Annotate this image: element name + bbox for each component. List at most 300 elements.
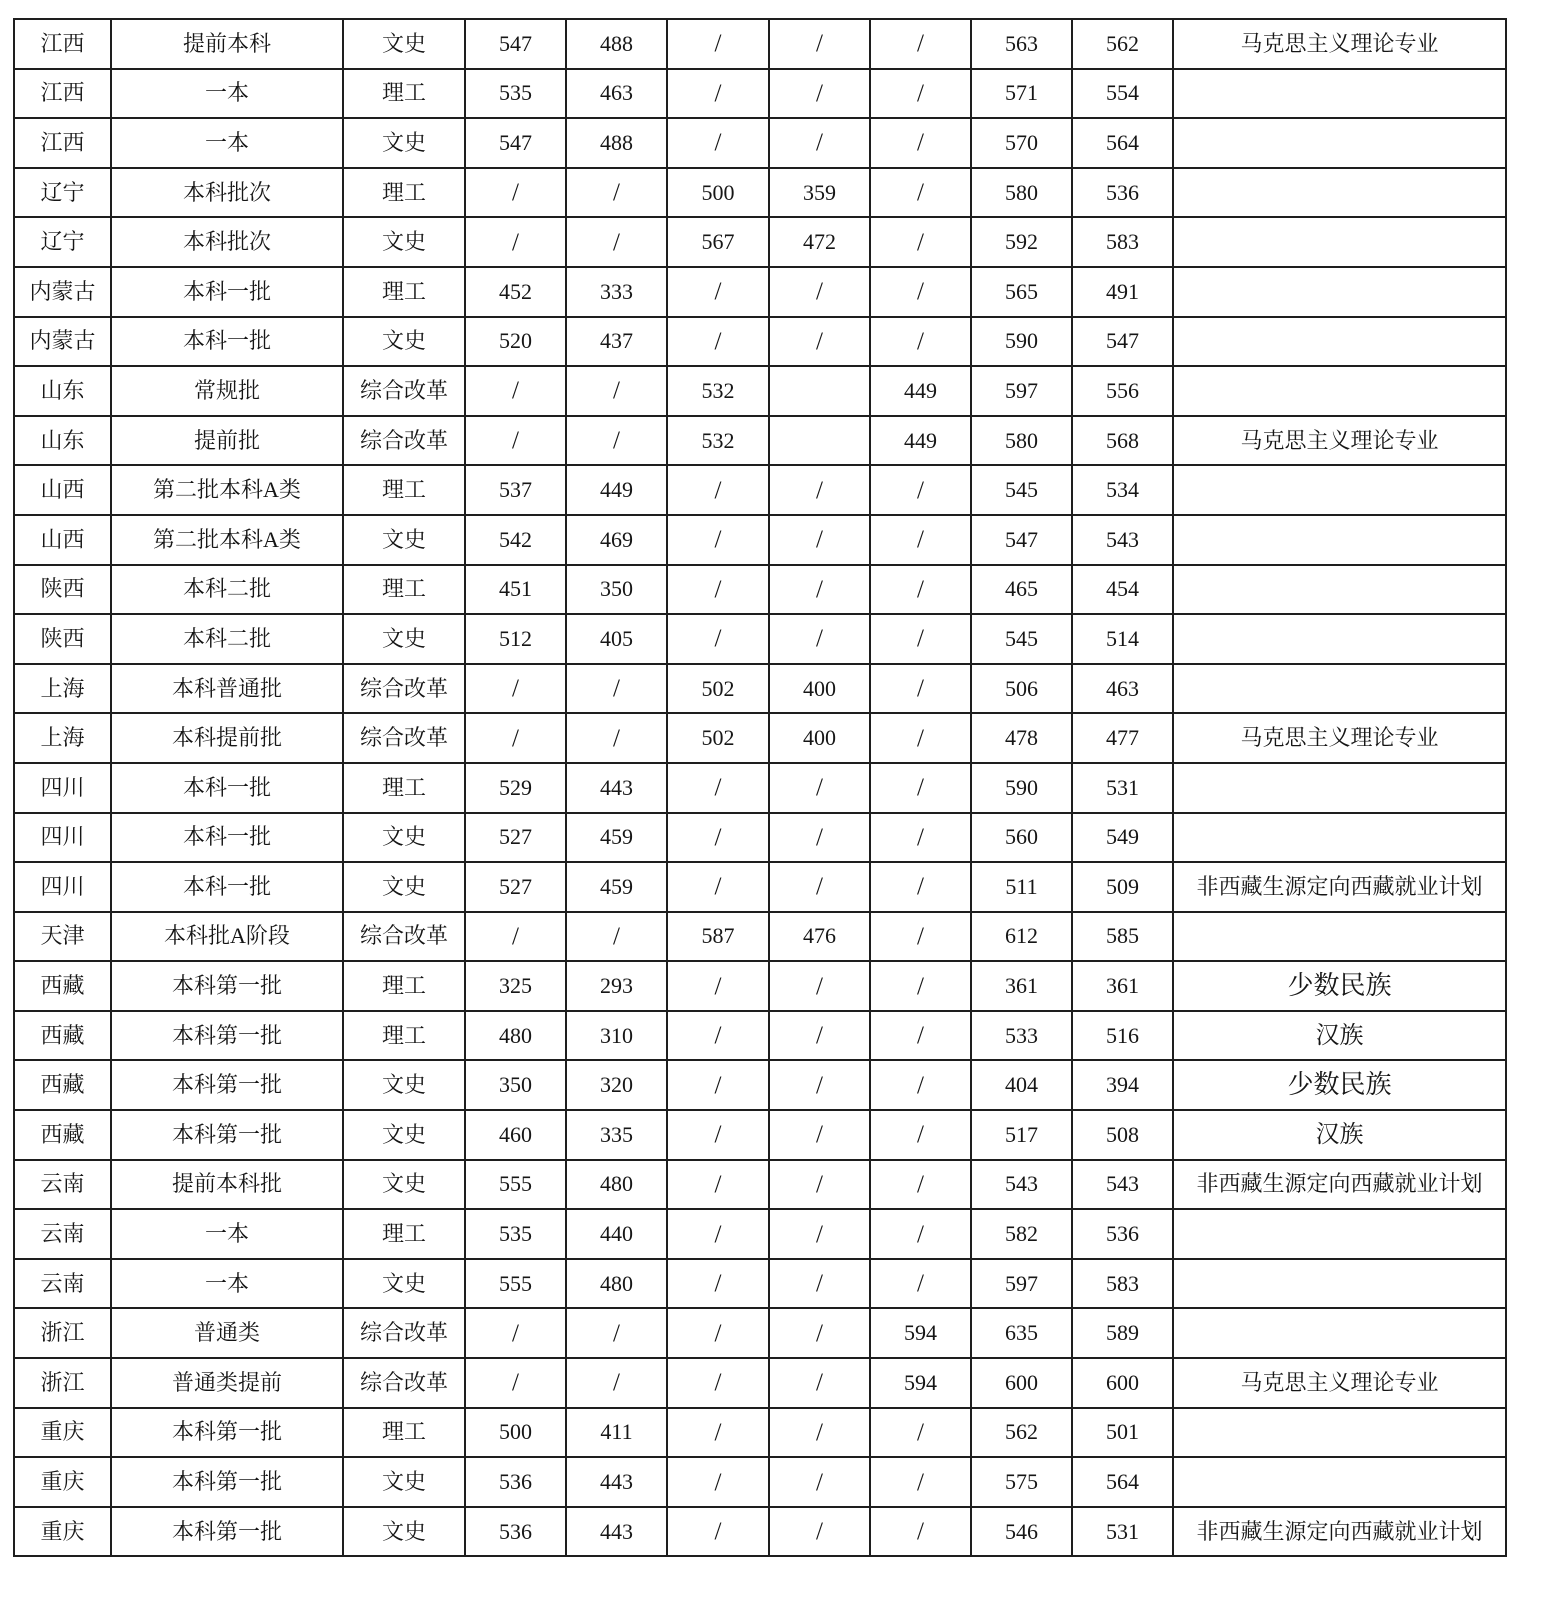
table-row (14, 1457, 1506, 1507)
control-line-b-cell: 443 (566, 1507, 667, 1557)
lowest-score-cell: 554 (1072, 69, 1173, 119)
lowest-score-cell: 556 (1072, 366, 1173, 416)
control-line-b-cell: / (566, 713, 667, 763)
control-line-a-cell: / (465, 1358, 566, 1408)
table-row (14, 1160, 1506, 1210)
batch-cell: 本科批A阶段 (111, 912, 343, 962)
control-line-d-cell: / (769, 515, 870, 565)
lowest-score-cell: 543 (1072, 1160, 1173, 1210)
province-cell: 浙江 (14, 1308, 111, 1358)
table-row (14, 813, 1506, 863)
control-line-a-cell: / (465, 912, 566, 962)
table-row (14, 1259, 1506, 1309)
control-line-e-cell: / (870, 664, 971, 714)
category-cell: 理工 (343, 961, 465, 1011)
province-cell: 辽宁 (14, 168, 111, 218)
control-line-b-cell: 333 (566, 267, 667, 317)
province-cell: 江西 (14, 19, 111, 69)
control-line-a-cell: / (465, 217, 566, 267)
control-line-b-cell: 310 (566, 1011, 667, 1061)
control-line-e-cell: / (870, 267, 971, 317)
control-line-d-cell: / (769, 1358, 870, 1408)
highest-score-cell: 545 (971, 614, 1072, 664)
batch-cell: 常规批 (111, 366, 343, 416)
control-line-a-cell: / (465, 168, 566, 218)
batch-cell: 本科第一批 (111, 1011, 343, 1061)
table-row (14, 614, 1506, 664)
control-line-a-cell: 555 (465, 1259, 566, 1309)
lowest-score-cell: 501 (1072, 1408, 1173, 1458)
control-line-c-cell: / (667, 515, 769, 565)
control-line-e-cell: / (870, 961, 971, 1011)
control-line-a-cell: 529 (465, 763, 566, 813)
category-cell: 文史 (343, 118, 465, 168)
control-line-a-cell: / (465, 713, 566, 763)
control-line-a-cell: 500 (465, 1408, 566, 1458)
control-line-a-cell: 537 (465, 465, 566, 515)
batch-cell: 本科第一批 (111, 1060, 343, 1110)
control-line-d-cell (769, 416, 870, 466)
control-line-c-cell: / (667, 19, 769, 69)
lowest-score-cell: 564 (1072, 1457, 1173, 1507)
control-line-d-cell: / (769, 1457, 870, 1507)
control-line-d-cell: / (769, 1011, 870, 1061)
batch-cell: 本科提前批 (111, 713, 343, 763)
control-line-a-cell: 555 (465, 1160, 566, 1210)
province-cell: 山东 (14, 366, 111, 416)
lowest-score-cell: 589 (1072, 1308, 1173, 1358)
control-line-a-cell: / (465, 1308, 566, 1358)
control-line-d-cell: / (769, 961, 870, 1011)
control-line-d-cell: 476 (769, 912, 870, 962)
province-cell: 江西 (14, 118, 111, 168)
highest-score-cell: 575 (971, 1457, 1072, 1507)
control-line-c-cell: / (667, 1457, 769, 1507)
note-cell (1173, 1408, 1506, 1458)
province-cell: 云南 (14, 1209, 111, 1259)
batch-cell: 本科一批 (111, 267, 343, 317)
control-line-e-cell: / (870, 1457, 971, 1507)
control-line-a-cell: 451 (465, 565, 566, 615)
category-cell: 文史 (343, 1060, 465, 1110)
province-cell: 上海 (14, 664, 111, 714)
highest-score-cell: 533 (971, 1011, 1072, 1061)
control-line-c-cell: / (667, 118, 769, 168)
note-cell (1173, 1457, 1506, 1507)
highest-score-cell: 590 (971, 763, 1072, 813)
category-cell: 文史 (343, 515, 465, 565)
batch-cell: 本科二批 (111, 614, 343, 664)
table-row (14, 1408, 1506, 1458)
control-line-c-cell: / (667, 1060, 769, 1110)
province-cell: 西藏 (14, 1060, 111, 1110)
control-line-d-cell: 472 (769, 217, 870, 267)
batch-cell: 普通类 (111, 1308, 343, 1358)
category-cell: 文史 (343, 1457, 465, 1507)
category-cell: 综合改革 (343, 1358, 465, 1408)
lowest-score-cell: 583 (1072, 217, 1173, 267)
control-line-b-cell: 437 (566, 317, 667, 367)
lowest-score-cell: 547 (1072, 317, 1173, 367)
batch-cell: 本科一批 (111, 862, 343, 912)
lowest-score-cell: 508 (1072, 1110, 1173, 1160)
table-row (14, 713, 1506, 763)
province-cell: 重庆 (14, 1457, 111, 1507)
control-line-e-cell: / (870, 465, 971, 515)
control-line-e-cell: / (870, 565, 971, 615)
table-row (14, 416, 1506, 466)
category-cell: 文史 (343, 1259, 465, 1309)
batch-cell: 本科第一批 (111, 961, 343, 1011)
note-cell (1173, 1209, 1506, 1259)
batch-cell: 本科第一批 (111, 1110, 343, 1160)
lowest-score-cell: 531 (1072, 1507, 1173, 1557)
lowest-score-cell: 463 (1072, 664, 1173, 714)
control-line-e-cell: / (870, 614, 971, 664)
note-cell: 非西藏生源定向西藏就业计划 (1173, 1160, 1506, 1210)
control-line-c-cell: 532 (667, 366, 769, 416)
control-line-b-cell: / (566, 664, 667, 714)
note-cell: 汉族 (1173, 1011, 1506, 1061)
control-line-d-cell: / (769, 1110, 870, 1160)
province-cell: 浙江 (14, 1358, 111, 1408)
province-cell: 西藏 (14, 1011, 111, 1061)
control-line-c-cell: / (667, 69, 769, 119)
control-line-c-cell: / (667, 1408, 769, 1458)
note-cell: 汉族 (1173, 1110, 1506, 1160)
lowest-score-cell: 568 (1072, 416, 1173, 466)
lowest-score-cell: 394 (1072, 1060, 1173, 1110)
lowest-score-cell: 491 (1072, 267, 1173, 317)
province-cell: 山西 (14, 465, 111, 515)
highest-score-cell: 517 (971, 1110, 1072, 1160)
control-line-e-cell: 594 (870, 1308, 971, 1358)
control-line-b-cell: 480 (566, 1259, 667, 1309)
lowest-score-cell: 562 (1072, 19, 1173, 69)
control-line-b-cell: 335 (566, 1110, 667, 1160)
province-cell: 云南 (14, 1259, 111, 1309)
table-row (14, 1060, 1506, 1110)
highest-score-cell: 600 (971, 1358, 1072, 1408)
province-cell: 山东 (14, 416, 111, 466)
control-line-d-cell: / (769, 1209, 870, 1259)
control-line-c-cell: 587 (667, 912, 769, 962)
control-line-e-cell: / (870, 1209, 971, 1259)
batch-cell: 本科一批 (111, 763, 343, 813)
table-row (14, 565, 1506, 615)
category-cell: 综合改革 (343, 912, 465, 962)
province-cell: 江西 (14, 69, 111, 119)
control-line-e-cell: / (870, 1110, 971, 1160)
control-line-c-cell: 502 (667, 713, 769, 763)
province-cell: 山西 (14, 515, 111, 565)
control-line-c-cell: / (667, 614, 769, 664)
control-line-e-cell: / (870, 763, 971, 813)
category-cell: 文史 (343, 862, 465, 912)
highest-score-cell: 570 (971, 118, 1072, 168)
control-line-a-cell: 536 (465, 1457, 566, 1507)
control-line-b-cell: 459 (566, 862, 667, 912)
control-line-c-cell: / (667, 317, 769, 367)
highest-score-cell: 560 (971, 813, 1072, 863)
control-line-b-cell: 411 (566, 1408, 667, 1458)
control-line-c-cell: / (667, 1110, 769, 1160)
admission-score-table (13, 18, 1507, 1557)
lowest-score-cell: 536 (1072, 1209, 1173, 1259)
control-line-a-cell: / (465, 366, 566, 416)
highest-score-cell: 565 (971, 267, 1072, 317)
control-line-b-cell: 463 (566, 69, 667, 119)
batch-cell: 本科二批 (111, 565, 343, 615)
note-cell: 马克思主义理论专业 (1173, 1358, 1506, 1408)
province-cell: 辽宁 (14, 217, 111, 267)
control-line-b-cell: / (566, 217, 667, 267)
batch-cell: 本科第一批 (111, 1457, 343, 1507)
control-line-b-cell: 440 (566, 1209, 667, 1259)
table-row (14, 317, 1506, 367)
control-line-d-cell: 400 (769, 713, 870, 763)
category-cell: 理工 (343, 1408, 465, 1458)
control-line-a-cell: / (465, 664, 566, 714)
control-line-d-cell: / (769, 763, 870, 813)
category-cell: 综合改革 (343, 416, 465, 466)
highest-score-cell: 582 (971, 1209, 1072, 1259)
control-line-b-cell: 320 (566, 1060, 667, 1110)
table-row (14, 1358, 1506, 1408)
province-cell: 四川 (14, 862, 111, 912)
category-cell: 理工 (343, 168, 465, 218)
category-cell: 文史 (343, 813, 465, 863)
lowest-score-cell: 531 (1072, 763, 1173, 813)
control-line-d-cell: / (769, 118, 870, 168)
note-cell (1173, 217, 1506, 267)
control-line-e-cell: / (870, 19, 971, 69)
highest-score-cell: 597 (971, 366, 1072, 416)
control-line-b-cell: 449 (566, 465, 667, 515)
control-line-d-cell (769, 366, 870, 416)
note-cell: 马克思主义理论专业 (1173, 713, 1506, 763)
control-line-a-cell: 512 (465, 614, 566, 664)
table-row (14, 217, 1506, 267)
control-line-b-cell: / (566, 1308, 667, 1358)
control-line-d-cell: / (769, 19, 870, 69)
lowest-score-cell: 361 (1072, 961, 1173, 1011)
highest-score-cell: 562 (971, 1408, 1072, 1458)
control-line-c-cell: / (667, 565, 769, 615)
category-cell: 综合改革 (343, 664, 465, 714)
lowest-score-cell: 585 (1072, 912, 1173, 962)
batch-cell: 一本 (111, 118, 343, 168)
table-row (14, 1011, 1506, 1061)
control-line-e-cell: / (870, 1011, 971, 1061)
table-row (14, 19, 1506, 69)
control-line-e-cell: 449 (870, 366, 971, 416)
lowest-score-cell: 536 (1072, 168, 1173, 218)
highest-score-cell: 563 (971, 19, 1072, 69)
batch-cell: 提前本科 (111, 19, 343, 69)
control-line-e-cell: / (870, 1160, 971, 1210)
lowest-score-cell: 583 (1072, 1259, 1173, 1309)
control-line-a-cell: 350 (465, 1060, 566, 1110)
highest-score-cell: 635 (971, 1308, 1072, 1358)
control-line-c-cell: / (667, 1160, 769, 1210)
category-cell: 理工 (343, 1209, 465, 1259)
table-row (14, 961, 1506, 1011)
lowest-score-cell: 534 (1072, 465, 1173, 515)
control-line-a-cell: 480 (465, 1011, 566, 1061)
highest-score-cell: 546 (971, 1507, 1072, 1557)
control-line-e-cell: / (870, 1408, 971, 1458)
control-line-d-cell: / (769, 813, 870, 863)
category-cell: 综合改革 (343, 1308, 465, 1358)
category-cell: 理工 (343, 1011, 465, 1061)
note-cell (1173, 565, 1506, 615)
control-line-d-cell: / (769, 465, 870, 515)
control-line-e-cell: / (870, 69, 971, 119)
table-row (14, 168, 1506, 218)
lowest-score-cell: 516 (1072, 1011, 1173, 1061)
province-cell: 重庆 (14, 1408, 111, 1458)
note-cell (1173, 168, 1506, 218)
batch-cell: 一本 (111, 69, 343, 119)
control-line-b-cell: 443 (566, 763, 667, 813)
control-line-c-cell: / (667, 961, 769, 1011)
province-cell: 四川 (14, 763, 111, 813)
control-line-e-cell: / (870, 862, 971, 912)
control-line-d-cell: / (769, 1060, 870, 1110)
batch-cell: 第二批本科A类 (111, 465, 343, 515)
control-line-e-cell: / (870, 713, 971, 763)
control-line-e-cell: / (870, 912, 971, 962)
control-line-b-cell: 469 (566, 515, 667, 565)
control-line-c-cell: / (667, 465, 769, 515)
category-cell: 理工 (343, 565, 465, 615)
province-cell: 上海 (14, 713, 111, 763)
table-row (14, 267, 1506, 317)
province-cell: 西藏 (14, 961, 111, 1011)
province-cell: 云南 (14, 1160, 111, 1210)
control-line-b-cell: / (566, 416, 667, 466)
control-line-d-cell: 400 (769, 664, 870, 714)
control-line-e-cell: / (870, 813, 971, 863)
category-cell: 理工 (343, 69, 465, 119)
control-line-d-cell: / (769, 862, 870, 912)
category-cell: 文史 (343, 217, 465, 267)
note-cell: 马克思主义理论专业 (1173, 416, 1506, 466)
batch-cell: 普通类提前 (111, 1358, 343, 1408)
control-line-d-cell: / (769, 69, 870, 119)
control-line-c-cell: / (667, 1507, 769, 1557)
category-cell: 理工 (343, 267, 465, 317)
control-line-a-cell: 520 (465, 317, 566, 367)
note-cell (1173, 813, 1506, 863)
control-line-a-cell: / (465, 416, 566, 466)
control-line-a-cell: 535 (465, 1209, 566, 1259)
control-line-c-cell: 567 (667, 217, 769, 267)
batch-cell: 本科一批 (111, 317, 343, 367)
category-cell: 文史 (343, 614, 465, 664)
note-cell: 少数民族 (1173, 961, 1506, 1011)
table-row (14, 69, 1506, 119)
category-cell: 文史 (343, 1507, 465, 1557)
note-cell (1173, 912, 1506, 962)
control-line-b-cell: 488 (566, 19, 667, 69)
batch-cell: 本科批次 (111, 217, 343, 267)
control-line-c-cell: / (667, 1308, 769, 1358)
control-line-e-cell: 594 (870, 1358, 971, 1408)
lowest-score-cell: 514 (1072, 614, 1173, 664)
note-cell (1173, 1259, 1506, 1309)
batch-cell: 提前批 (111, 416, 343, 466)
category-cell: 文史 (343, 1160, 465, 1210)
control-line-d-cell: 359 (769, 168, 870, 218)
control-line-d-cell: / (769, 1308, 870, 1358)
control-line-e-cell: / (870, 1060, 971, 1110)
lowest-score-cell: 509 (1072, 862, 1173, 912)
control-line-c-cell: / (667, 763, 769, 813)
control-line-b-cell: 405 (566, 614, 667, 664)
highest-score-cell: 580 (971, 416, 1072, 466)
batch-cell: 提前本科批 (111, 1160, 343, 1210)
highest-score-cell: 580 (971, 168, 1072, 218)
control-line-a-cell: 542 (465, 515, 566, 565)
category-cell: 理工 (343, 763, 465, 813)
lowest-score-cell: 564 (1072, 118, 1173, 168)
control-line-b-cell: / (566, 912, 667, 962)
province-cell: 重庆 (14, 1507, 111, 1557)
batch-cell: 本科一批 (111, 813, 343, 863)
highest-score-cell: 543 (971, 1160, 1072, 1210)
note-cell (1173, 118, 1506, 168)
note-cell (1173, 664, 1506, 714)
control-line-e-cell: 449 (870, 416, 971, 466)
highest-score-cell: 511 (971, 862, 1072, 912)
control-line-c-cell: / (667, 1011, 769, 1061)
control-line-b-cell: 480 (566, 1160, 667, 1210)
control-line-e-cell: / (870, 168, 971, 218)
highest-score-cell: 547 (971, 515, 1072, 565)
highest-score-cell: 612 (971, 912, 1072, 962)
highest-score-cell: 571 (971, 69, 1072, 119)
table-row (14, 515, 1506, 565)
score-table-body (14, 19, 1506, 1556)
control-line-c-cell: / (667, 267, 769, 317)
note-cell: 非西藏生源定向西藏就业计划 (1173, 1507, 1506, 1557)
note-cell (1173, 69, 1506, 119)
province-cell: 陕西 (14, 614, 111, 664)
province-cell: 西藏 (14, 1110, 111, 1160)
lowest-score-cell: 477 (1072, 713, 1173, 763)
control-line-e-cell: / (870, 515, 971, 565)
control-line-e-cell: / (870, 1507, 971, 1557)
note-cell (1173, 614, 1506, 664)
control-line-b-cell: / (566, 366, 667, 416)
highest-score-cell: 545 (971, 465, 1072, 515)
note-cell (1173, 1308, 1506, 1358)
control-line-e-cell: / (870, 1259, 971, 1309)
table-row (14, 1110, 1506, 1160)
lowest-score-cell: 543 (1072, 515, 1173, 565)
control-line-c-cell: 500 (667, 168, 769, 218)
control-line-d-cell: / (769, 1507, 870, 1557)
control-line-e-cell: / (870, 118, 971, 168)
highest-score-cell: 361 (971, 961, 1072, 1011)
highest-score-cell: 506 (971, 664, 1072, 714)
note-cell (1173, 465, 1506, 515)
highest-score-cell: 592 (971, 217, 1072, 267)
control-line-b-cell: / (566, 168, 667, 218)
control-line-b-cell: 350 (566, 565, 667, 615)
